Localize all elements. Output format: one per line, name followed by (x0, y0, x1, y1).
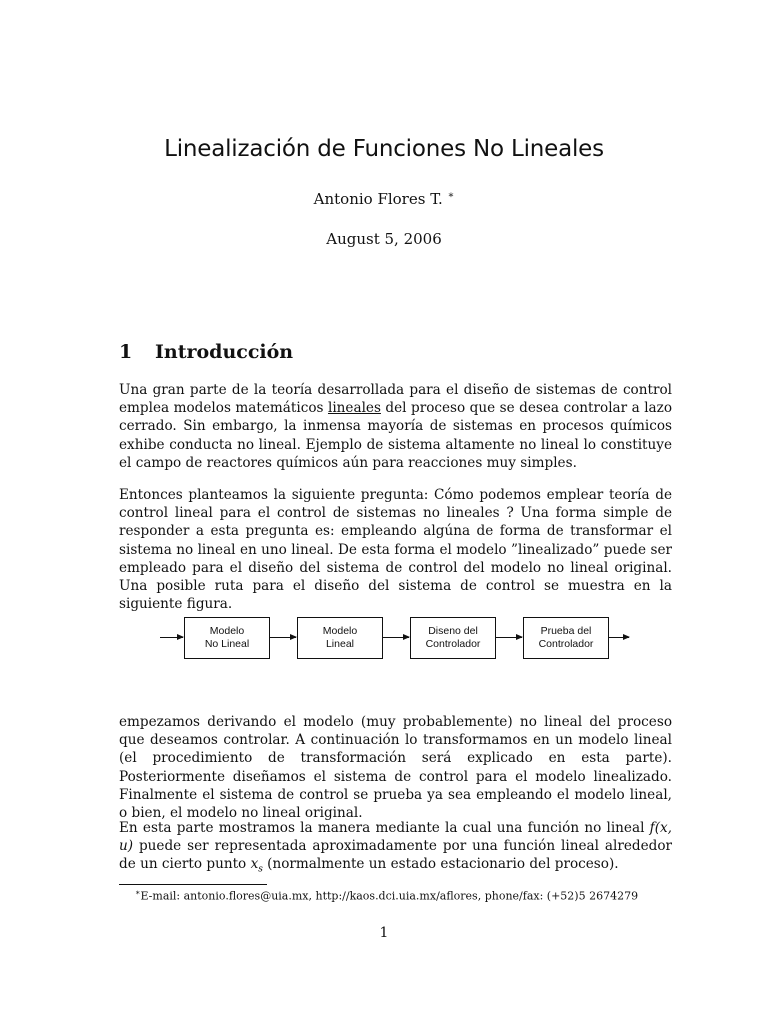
box-3-line-1: Diseno del (428, 625, 478, 637)
box-modelo-no-lineal (184, 617, 270, 659)
page-number: 1 (379, 925, 389, 941)
box-4-line-1: Prueba del (540, 625, 592, 637)
section-heading (119, 341, 293, 363)
input-arrow (160, 637, 183, 638)
section-number: 1 (119, 341, 133, 363)
paragraph-3: empezamos derivando el modelo (muy probablemente) no lineal del proceso que deseamos controlar. A continuación lo transformamos en un modelo lineal (el procedimiento de transformación será explicado en esta parte). Posteriormente diseñamos el sistema de control para el modelo linealizado. Finalmente el sistema de control se prueba ya sea empleando el modelo lineal, o bien, el modelo no lineal original. (119, 714, 672, 822)
author-line (0, 190, 768, 208)
arrow-2-3 (383, 637, 409, 638)
box-diseno-controlador (410, 617, 496, 659)
math-x-s (250, 856, 263, 876)
underlined-word: lineales (327, 400, 381, 417)
control-design-flow-diagram (160, 612, 630, 666)
footnote-mark: ∗ (135, 888, 141, 897)
author-footnote-mark: ∗ (447, 190, 455, 201)
footnote-text: E-mail: antonio.flores@uia.mx, http://kaos.dci.uia.mx/aflores, phone/fax: (+52)5 2674279 (140, 889, 639, 903)
arrow-1-2 (270, 637, 296, 638)
paper-title: Linealización de Funciones No Lineales (164, 136, 604, 162)
paragraph-4-text-b: puede ser representada aproximadamente por una función lineal alrededor de un cierto punto (119, 838, 672, 873)
paragraph-4 (119, 819, 672, 879)
arrow-3-4 (496, 637, 522, 638)
math-subscript-s: s (258, 865, 263, 876)
paragraph-4-text-c: (normalmente un estado estacionario del proceso). (262, 856, 619, 873)
paragraph-1-text-b: del proceso que se desea controlar a lazo cerrado. Sin embargo, la inmensa mayoría de sistemas en procesos químicos exhibe conducta no lineal. Ejemplo de sistema altamente no lineal lo constituye el campo de reactores químicos aún para reacciones muy simples. (119, 400, 673, 471)
box-modelo-lineal (297, 617, 383, 659)
paragraph-4-text-a: En esta parte mostramos la manera mediante la cual una función no lineal (119, 820, 650, 836)
output-arrow (609, 637, 629, 638)
footnote (135, 888, 638, 903)
paragraph-2: Entonces planteamos la siguiente pregunta: Cómo podemos emplear teoría de control lineal para el control de sistemas no lineales ? Una forma simple de responder a esta pregunta es: empleando algúna de forma de transformar el sistema no lineal en uno lineal. De esta forma el modelo ”linealizado” puede ser empleado para el diseño del sistema de control del modelo no lineal original. Una posible ruta para el diseño del sistema de control se muestra en la siguiente figura. (119, 487, 672, 613)
box-3-line-2: Controlador (425, 638, 481, 650)
box-prueba-controlador (523, 617, 609, 659)
box-1-line-2: No Lineal (204, 638, 250, 650)
box-1-line-1: Modelo (209, 625, 245, 637)
box-2-line-2: Lineal (325, 638, 354, 650)
footnote-rule (119, 884, 267, 885)
math-f-x-u: f(x, u) (119, 820, 672, 855)
paper-date: August 5, 2006 (326, 230, 442, 248)
section-title: Introducción (155, 341, 294, 363)
box-2-line-1: Modelo (322, 625, 358, 637)
author-name: Antonio Flores T. (313, 190, 443, 208)
math-x: x (250, 856, 259, 873)
paragraph-1 (119, 381, 672, 472)
paragraph-1-text-a: Una gran parte de la teoría desarrollada para el diseño de sistemas de control emplea modelos matemáticos (119, 382, 672, 417)
box-4-line-2: Controlador (538, 638, 594, 650)
